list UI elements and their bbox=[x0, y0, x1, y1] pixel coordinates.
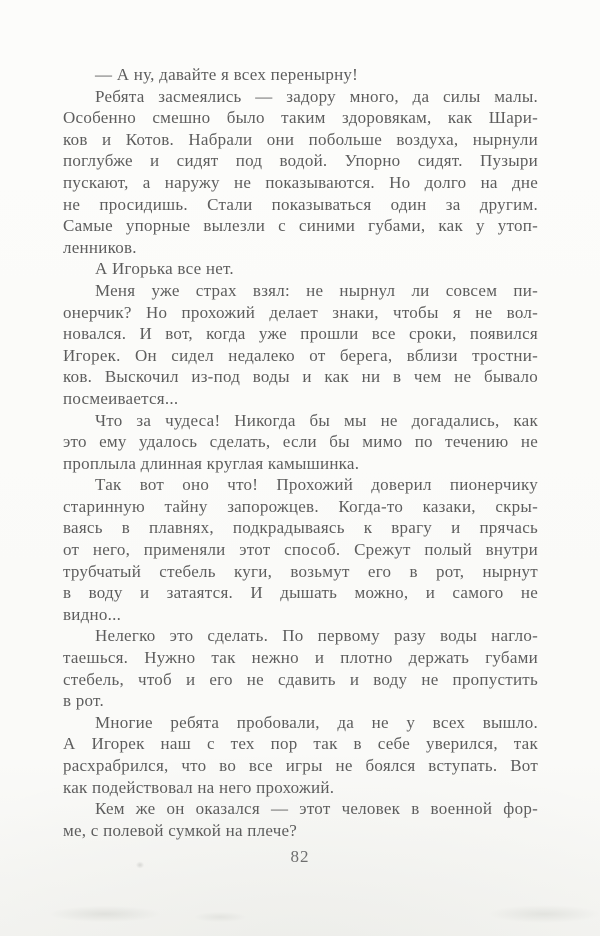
text-line: расхрабрился, что во все игры не боялся вступать. Вот bbox=[63, 756, 538, 775]
text-line: Многие ребята пробовали, да не у всех вышло. bbox=[95, 712, 538, 732]
scan-smudge bbox=[470, 902, 600, 926]
text-line: Что за чудеса! Никогда бы мы не догадались, как bbox=[95, 410, 538, 430]
text-line: Нелегко это сделать. По первому разу воды нагло- bbox=[95, 626, 538, 646]
text-line: Самые упорные вылезли с синими губами, как у утоп- bbox=[63, 216, 538, 236]
text-line: Игорек. Он сидел недалеко от берега, вблизи тростни- bbox=[63, 345, 538, 365]
text-line: трубчатый стебель куги, возьмут его в рот, нырнут bbox=[63, 561, 538, 581]
text-line: ме, с полевой сумкой на плече? bbox=[63, 820, 298, 840]
scan-smudge bbox=[30, 903, 180, 925]
text-line: ков. Выскочил из-под воды и как ни в чем не бывало bbox=[63, 367, 538, 387]
text-line: посмеивается... bbox=[63, 388, 179, 408]
text-line: Ребята засмеялись — задору много, да силы малы. bbox=[95, 86, 538, 106]
text-line: старинную тайну запорожцев. Когда-то казаки, скры- bbox=[63, 496, 538, 516]
text-line: пускают, а наружу не показываются. Но долго на дне bbox=[63, 172, 538, 192]
text-line: Меня уже страх взял: не нырнул ли совсем пи- bbox=[95, 280, 538, 300]
text-line: проплыла длинная круглая камышинка. bbox=[63, 453, 360, 473]
text-line: в воду и затаятся. И дышать можно, и самого не bbox=[63, 583, 538, 603]
text-line: не просидишь. Стали показываться один за другим. bbox=[63, 194, 538, 214]
text-line: видно... bbox=[63, 604, 122, 624]
text-line: ков и Котов. Набрали они побольше воздуха, нырнули bbox=[63, 129, 538, 149]
text-line: Кем же он оказался — этот человек в военной фор- bbox=[95, 799, 538, 819]
text-line: поглубже и сидят под водой. Упорно сидят. Пузыри bbox=[63, 151, 538, 171]
text-line: онерчик? Но прохожий делает знаки, чтобы я не вол- bbox=[63, 302, 538, 322]
text-line: в рот. bbox=[63, 691, 104, 711]
text-line: стебель, чтоб и его не сдавить и воду не пропустить bbox=[63, 669, 538, 689]
text-line: от него, применяли этот способ. Срежут полый внутри bbox=[63, 540, 538, 560]
text-line: как подействовал на него прохожий. bbox=[63, 777, 335, 797]
page-number: 82 bbox=[290, 847, 310, 866]
text-line: новался. И вот, когда уже прошли все сроки, появился bbox=[63, 324, 538, 344]
text-line: ленников. bbox=[63, 237, 137, 257]
text-line: это ему удалось сделать, если бы мимо по течению не bbox=[63, 432, 538, 452]
text-line: Так вот оно что! Прохожий доверил пионерчику bbox=[95, 475, 538, 495]
page-text bbox=[63, 64, 538, 841]
text-line: А Игорек наш с тех пор так в себе уверился, так bbox=[63, 734, 538, 754]
text-line: А Игорька все нет. bbox=[95, 259, 234, 279]
scan-smudge bbox=[185, 910, 255, 924]
text-line: Особенно смешно было таким здоровякам, как Шари- bbox=[63, 108, 538, 128]
text-line: ваясь в плавнях, подкрадываясь к врагу и прячась bbox=[63, 518, 538, 538]
text-line: таешься. Нужно так нежно и плотно держать губами bbox=[63, 648, 538, 668]
text-line: — А ну, давайте я всех перенырну! bbox=[95, 65, 359, 84]
